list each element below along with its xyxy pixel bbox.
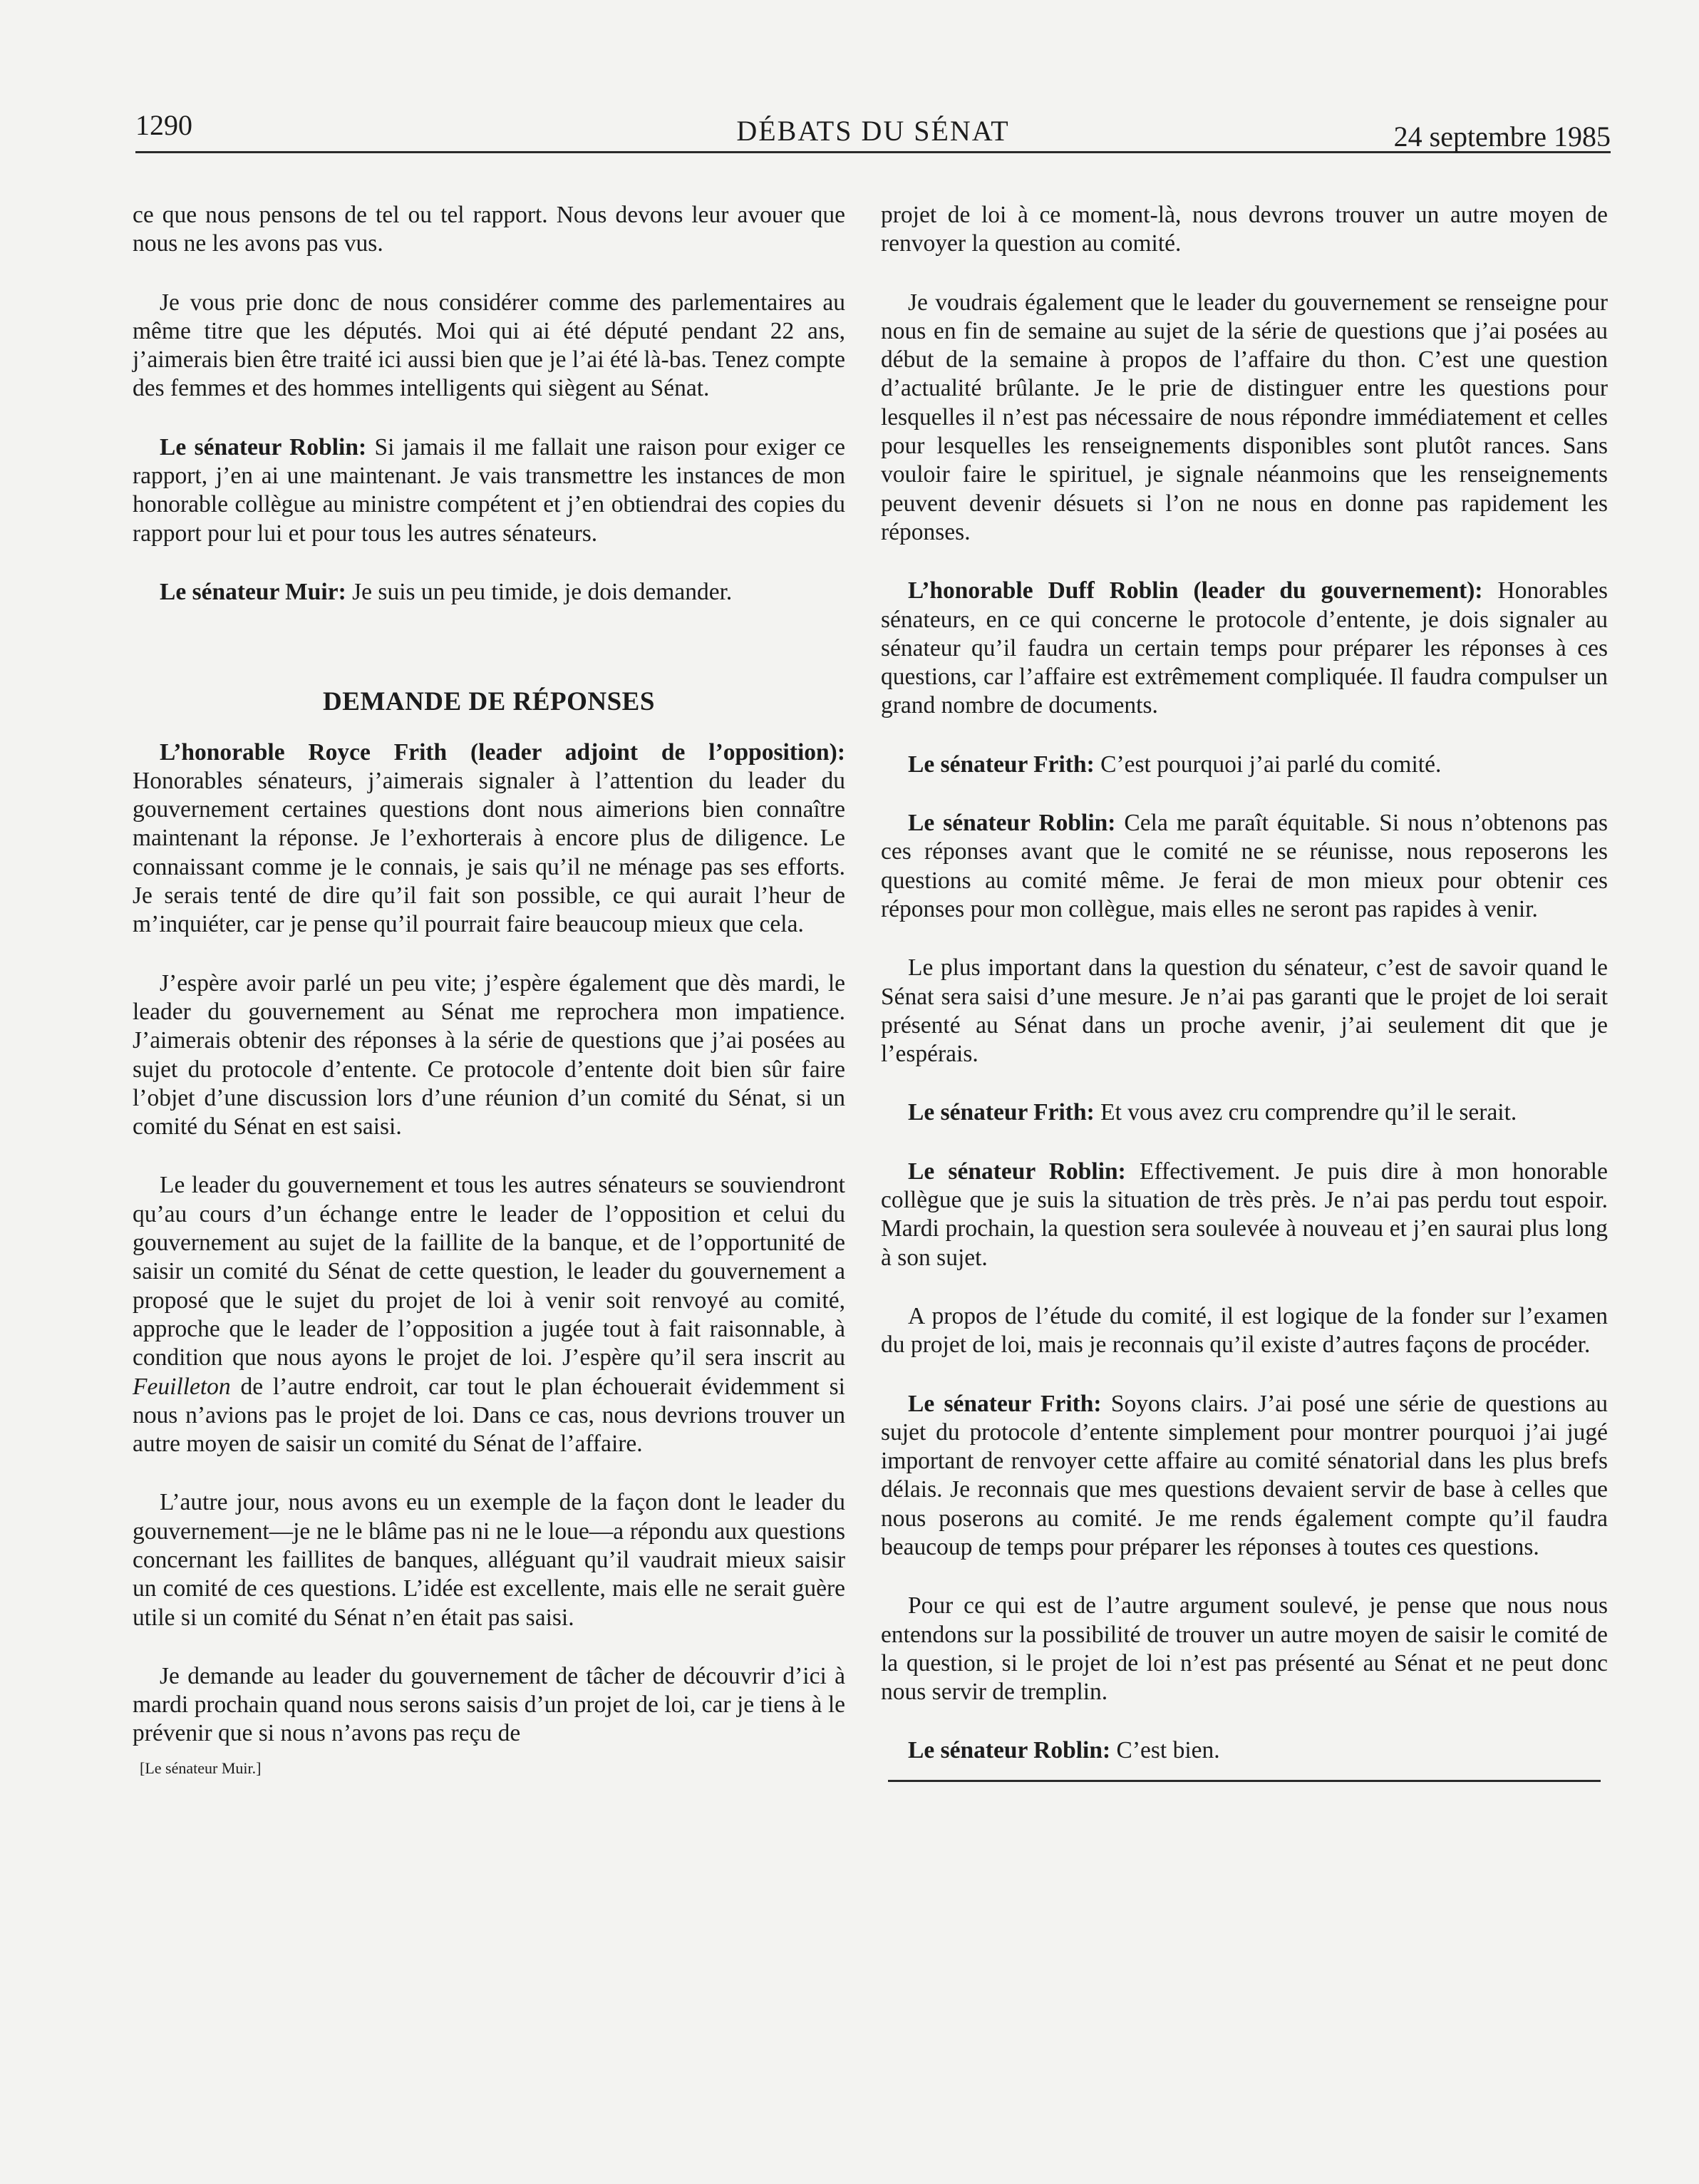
paragraph: Je voudrais également que le leader du gouvernement se renseigne pour nous en fin de semaine au sujet de la série de questions que j’ai posées au début de la semaine à propos de l’affaire du thon. C’est une question d’actualité brûlante. Je le prie de distinguer entre les questions pour lesquelles il n’est pas nécessaire de nous répondre immédiatement et celles pour lesquelles les renseignements disponibles sont plutôt rances. Sans vouloir faire le spirituel, je signale néanmoins que les renseignements peuvent devenir désuets si l’on ne nous en donne pas rapidement les réponses. bbox=[881, 289, 1608, 545]
italic-term: Feuilleton bbox=[133, 1373, 231, 1400]
speaker-name: L’honorable Duff Roblin (leader du gouvernement): bbox=[908, 577, 1483, 604]
speech-text: Honorables sénateurs, en ce qui concerne le protocole d’entente, je dois signaler au sénateur qu’il faudra un certain temps pour préparer les réponses à ces questions, car l’affaire est extrêmement compliquée. Il faudra compulser un grand nombre de documents. bbox=[881, 577, 1608, 719]
paragraph: Le plus important dans la question du sénateur, c’est de savoir quand le Sénat sera saisi d’une mesure. Je n’ai pas garanti que le projet de loi serait présenté au Sénat dans un proche avenir, j’ai seulement dit que je l’espérais. bbox=[881, 954, 1608, 1068]
speech-paragraph bbox=[133, 433, 845, 548]
speech-text: C’est bien. bbox=[1110, 1737, 1220, 1764]
paragraph-text: Le leader du gouvernement et tous les autres sénateurs se souviendront qu’au cours d’un échange entre le leader de l’opposition et celui du gouvernement au sujet de la faillite de la banque, et de l’opportunité de saisir un comité du Sénat de cette question, le leader du gouvernement a proposé que le sujet du projet de loi à venir soit renvoyé au comité, approche que le leader de l’opposition a jugée tout à fait raisonnable, à condition que nous ayons le projet de loi. J’espère qu’il sera inscrit au bbox=[133, 1172, 845, 1371]
speech-paragraph bbox=[881, 1736, 1608, 1765]
speech-paragraph bbox=[881, 1390, 1608, 1562]
speaker-name: Le sénateur Roblin: bbox=[908, 1158, 1126, 1185]
speech-text: Effectivement. Je puis dire à mon honorable collègue que je suis la situation de très près. Je n’ai pas perdu tout espoir. Mardi prochain, la question sera soulevée à nouveau et j’en saurai plus long à son sujet. bbox=[881, 1158, 1608, 1271]
speech-paragraph bbox=[881, 1098, 1608, 1127]
speech-paragraph bbox=[881, 809, 1608, 924]
speaker-name: Le sénateur Muir: bbox=[160, 578, 346, 605]
speaker-name: Le sénateur Roblin: bbox=[908, 1737, 1111, 1764]
speech-text: Cela me paraît équitable. Si nous n’obtenons pas ces réponses avant que le comité ne se réunisse, nous reposerons les questions au comité même. Je ferai de mon mieux pour obtenir ces réponses pour mon collègue, mais elles ne seront pas rapides à venir. bbox=[881, 810, 1608, 922]
issue-date: 24 septembre 1985 bbox=[1393, 120, 1611, 153]
paragraph: Je demande au leader du gouvernement de tâcher de découvrir d’ici à mardi prochain quand nous serons saisis d’un projet de loi, car je tiens à le prévenir que si nous n’avons pas reçu de bbox=[133, 1662, 845, 1747]
paragraph: L’autre jour, nous avons eu un exemple de la façon dont le leader du gouvernement—je ne le blâme pas ni ne le loue—a répondu aux questions concernant les faillites de banques, alléguant qu’il vaudrait mieux saisir un comité de ces questions. L’idée est excellente, mais elle ne serait guère utile si un comité du Sénat n’en était pas saisi. bbox=[133, 1489, 845, 1631]
section-heading: DEMANDE DE RÉPONSES bbox=[323, 687, 655, 717]
paragraph: Je vous prie donc de nous considérer comme des parlementaires au même titre que les députés. Moi qui ai été député pendant 22 ans, j’aimerais bien être traité ici aussi bien que je l’ai été là-bas. Tenez compte des femmes et des hommes intelligents qui siègent au Sénat. bbox=[133, 289, 845, 402]
paragraph: Pour ce qui est de l’autre argument soulevé, je pense que nous nous entendons sur la possibilité de trouver un autre moyen de saisir le comité de la question, si le projet de loi n’est pas présenté au Sénat et ne peut donc nous servir de tremplin. bbox=[881, 1592, 1608, 1706]
speech-text: Et vous avez cru comprendre qu’il le serait. bbox=[1094, 1099, 1517, 1126]
speaker-name: Le sénateur Frith: bbox=[908, 1390, 1102, 1417]
page-number: 1290 bbox=[135, 109, 192, 141]
page-footnote: [Le sénateur Muir.] bbox=[140, 1758, 262, 1777]
left-column bbox=[133, 201, 845, 1778]
speech-paragraph bbox=[133, 738, 845, 939]
speaker-name: Le sénateur Frith: bbox=[908, 1099, 1095, 1126]
speaker-name: Le sénateur Frith: bbox=[908, 751, 1095, 778]
speech-paragraph bbox=[881, 1158, 1608, 1272]
paragraph: ce que nous pensons de tel ou tel rapport. Nous devons leur avouer que nous ne les avons pas vus. bbox=[133, 202, 845, 257]
paragraph: A propos de l’étude du comité, il est logique de la fonder sur l’examen du projet de loi, mais je reconnais qu’il existe d’autres façons de procéder. bbox=[881, 1302, 1608, 1359]
speech-text: Honorables sénateurs, j’aimerais signaler à l’attention du leader du gouvernement certaines questions dont nous aimerions bien connaître maintenant la réponse. Je l’exhorterais à encore plus de diligence. Le connaissant comme je le connais, je sais qu’il ne ménage pas ses efforts. Je serais tenté de dire qu’il fait son possible, ce qui aurait l’heur de m’inquiéter, car je pense qu’il pourrait faire beaucoup mieux que cela. bbox=[133, 767, 845, 938]
speaker-name: Le sénateur Roblin: bbox=[160, 433, 367, 460]
section-end-rule bbox=[888, 1780, 1601, 1782]
speaker-name: Le sénateur Roblin: bbox=[908, 810, 1116, 837]
paragraph: projet de loi à ce moment-là, nous devrons trouver un autre moyen de renvoyer la question au comité. bbox=[881, 202, 1608, 257]
paragraph: J’espère avoir parlé un peu vite; j’espère également que dès mardi, le leader du gouvernement au Sénat me reprochera mon impatience. J’aimerais obtenir des réponses à la série de questions que j’ai posées au sujet du protocole d’entente. Ce protocole d’entente doit bien sûr faire l’objet d’une discussion lors d’une réunion d’un comité du Sénat, si un comité du Sénat en est saisi. bbox=[133, 969, 845, 1140]
publication-title: DÉBATS DU SÉNAT bbox=[736, 115, 1010, 147]
paragraph-text: de l’autre endroit, car tout le plan échouerait évidemment si nous n’avions pas le projet de loi. Dans ce cas, nous devrions trouver un autre moyen de saisir un comité du Sénat de l’affaire. bbox=[133, 1373, 845, 1458]
speech-paragraph bbox=[133, 578, 845, 607]
speech-text: Si jamais il me fallait une raison pour exiger ce rapport, j’en ai une maintenant. Je vais transmettre les instances de mon honorable collègue au ministre compétent et j’en obtiendrai des copies du rapport pour lui et pour tous les autres sénateurs. bbox=[133, 433, 845, 547]
paragraph bbox=[133, 1171, 845, 1458]
speaker-name: L’honorable Royce Frith (leader adjoint de l’opposition): bbox=[160, 738, 845, 766]
speech-text: Je suis un peu timide, je dois demander. bbox=[346, 578, 733, 605]
speech-text: Soyons clairs. J’ai posé une série de questions au sujet du protocole d’entente simplement pour montrer pourquoi j’ai jugé important de renvoyer cette affaire au comité sénatorial dans les plus brefs délais. Je reconnais que mes questions devaient servir de base à celles que nous poserons au comité. Je me rends également compte qu’il faudra beaucoup de temps pour préparer les réponses à toutes ces questions. bbox=[881, 1390, 1608, 1560]
speech-paragraph bbox=[881, 577, 1608, 720]
right-column bbox=[881, 201, 1608, 1782]
speech-text: C’est pourquoi j’ai parlé du comité. bbox=[1094, 751, 1442, 778]
page-header bbox=[135, 107, 1611, 153]
speech-paragraph bbox=[881, 751, 1608, 779]
